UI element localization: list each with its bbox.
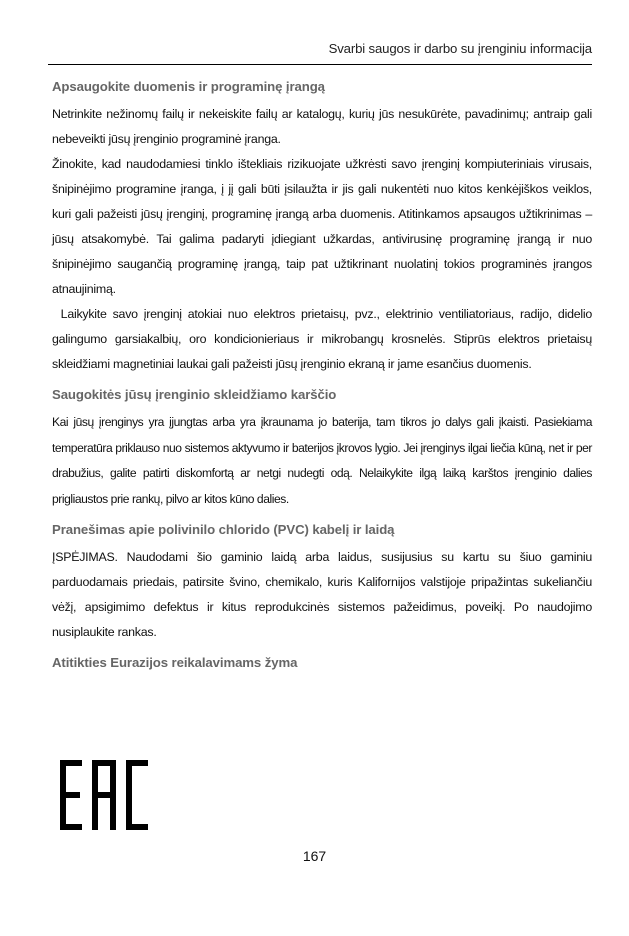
paragraph: ĮSPĖJIMAS. Naudodami šio gaminio laidą arba laidus, susijusius su kartu su šiuo gaminiu parduodamais priedais, patirsite švino, chemikalo, kuris Kalifornijos valstijoje pripažintas sukeliančiu vėžį, apsigimimo defektus ir kitus reprodukcinės sistemos pažeidimus, poveikį. Po naudojimo nusiplaukite rankas. [52, 550, 592, 640]
section-heading-eac: Atitikties Eurazijos reikalavimams žyma [52, 655, 298, 671]
page-number: 167 [302, 848, 327, 864]
page-content [52, 76, 592, 678]
paragraph: Netrinkite nežinomų failų ir nekeiskite failų ar katalogų, kurių jūs nesukūrėte, pavadinimų; antraip gali nebeveikti jūsų įrenginio programinė įranga. [52, 107, 592, 146]
paragraph: Kai jūsų įrenginys yra įjungtas arba yra įkraunama jo baterija, tam tikros jo dalys gali įkaisti. Pasiekiama temperatūra priklauso nuo sistemos aktyvumo ir baterijos įkrovos lygio. Jei įrenginys ilgai liečia kūną, net ir per drabužius, galite patirti diskomfortą ar netgi nudegti odą. Nelaikykite ilgą laiką karštos įrenginio dalies prigliaustos prie rankų, pilvo ar kitos kūno dalies. [52, 415, 592, 506]
section-heading-pvc: Pranešimas apie polivinilo chlorido (PVC) kabelį ir laidą [52, 522, 395, 538]
section-heading-heat: Saugokitės jūsų įrenginio skleidžiamo karščio [52, 387, 337, 402]
paragraph: Laikykite savo įrenginį atokiai nuo elektros prietaisų, pvz., elektrinio ventiliatoriaus, radijo, didelio galingumo garsiakalbių, oro kondicionieriaus ir mikrobangų krosnelės. Stiprūs elektros prietaisų skleidžiami magnetiniai laukai gali pažeisti jūsų įrenginio ekraną ir jame esančius duomenis. [52, 307, 592, 371]
running-header: Svarbi saugos ir darbo su įrenginiu informacija [328, 41, 592, 56]
section-heading-data-protection: Apsaugokite duomenis ir programinę įrangą [52, 79, 325, 94]
eac-mark [60, 760, 150, 830]
paragraph: Žinokite, kad naudodamiesi tinklo ištekliais rizikuojate užkrėsti savo įrenginį kompiuteriniais virusais, šnipinėjimo programine įranga, į jį gali būti įsilaužta ir jis gali nukentėti nuo kitos kenkėjiškos veiklos, kuri gali pažeisti jūsų įrenginį, programinę įrangą arba duomenis. Atitinkamos apsaugos užtikrinimas – jūsų atsakomybė. Tai galima padaryti įdiegiant užkardas, antivirusinę programinę įrangą ir nuo šnipinėjimo saugančią programinę įrangą, taip pat užtikrinant nuolatinį tokios programinės įrangos atnaujinimą. [52, 157, 592, 296]
header-rule [48, 64, 592, 65]
